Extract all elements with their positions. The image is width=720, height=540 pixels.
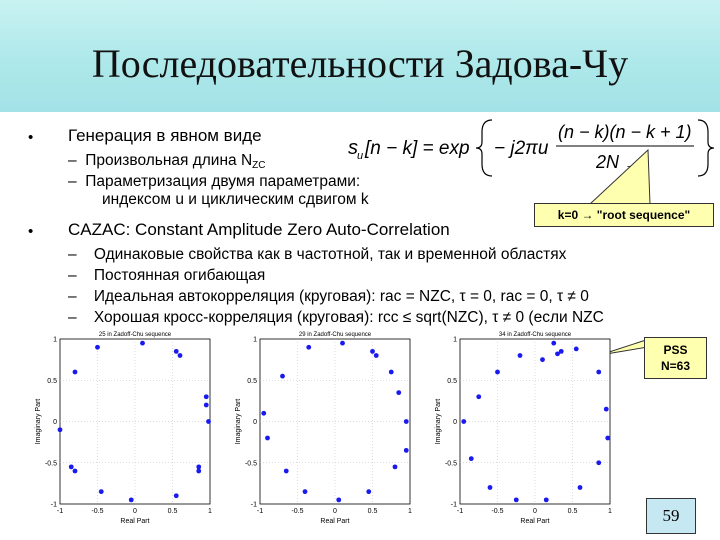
x-axis-label: Real Part [120,518,150,525]
data-point [596,460,601,465]
sub-bullet-crosscorr-text: Хорошая кросс-корреляция (круговая): rcc ≤ sqrt(NZC), τ ≠ 0 (если NZC [93,309,604,326]
data-point [404,419,409,424]
sub-bullet-autocorr: – Идеальная автокорреляция (круговая): rac = NZC, τ = 0, rac = 0, τ ≠ 0 [68,288,589,305]
formula-denominator: 2N [596,152,620,172]
data-point [204,394,209,399]
pss-callout [644,337,707,379]
y-tick-label: 0.5 [447,377,457,385]
y-tick-label: 0 [53,419,57,426]
data-point [303,489,308,494]
data-point [495,370,500,375]
sub-bullet-params-cont: индексом u и циклическим сдвигом k [102,191,369,208]
sub-bullet-autocorr-text: Идеальная автокорреляция (круговая): rac = NZC, τ = 0, rac = 0, τ ≠ 0 [93,288,589,305]
data-point [284,469,289,474]
y-tick-label: -0.5 [244,460,257,468]
data-point [129,497,134,502]
data-point [336,497,341,502]
data-point [366,489,371,494]
data-point [604,407,609,412]
data-point [574,347,579,352]
formula-lhs: s [348,137,358,159]
data-point [540,357,545,362]
data-point [488,485,493,490]
scatter-plot-1 [32,325,222,530]
x-tick-label: 1 [608,508,612,515]
sub-bullet-properties: – Одинаковые свойства как в частотной, так и временной областях [68,246,567,263]
data-point [605,436,610,441]
data-point [73,370,78,375]
data-point [396,390,401,395]
formula-lhs-sub: u [357,150,364,162]
x-tick-label: 0 [533,508,537,515]
data-point [178,353,183,358]
sub-bullet-length-text: Произвольная длина N [85,152,253,169]
data-point [196,469,201,474]
sub-bullet-crosscorr: – Хорошая кросс-корреляция (круговая): rcc ≤ sqrt(NZC), τ ≠ 0 (если NZC [68,309,604,326]
data-point [596,370,601,375]
formula-lhs-args: [n − k] = exp [365,138,470,159]
data-point [370,349,375,354]
data-point [58,427,63,432]
data-point [544,497,549,502]
y-tick-label: -1 [250,501,257,509]
y-axis-label: Imaginary Part [435,398,442,445]
x-tick-label: -1 [56,508,64,515]
pss-callout-line2: N=63 [660,359,691,373]
bullet-2-text: CAZAC: Constant Amplitude Zero Auto-Correlation [68,220,450,239]
y-tick-label: -1 [450,501,457,509]
x-tick-label: 0.5 [167,508,178,515]
plot-title: 25 in Zadoff-Chu sequence [98,332,172,338]
data-point [69,464,74,469]
data-point [469,456,474,461]
data-point [261,411,266,416]
x-tick-label: -0.5 [291,508,304,515]
x-tick-label: 0.5 [567,508,578,515]
data-point [73,469,78,474]
pss-callout-line1: PSS [663,343,688,357]
sub-bullet-length: – Произвольная длина $N_{ZC}$ [68,152,266,171]
data-point [518,353,523,358]
y-tick-label: 0 [453,419,457,426]
root-callout-pointer [590,150,650,204]
y-tick-label: -0.5 [444,460,457,468]
sub-bullet-envelope: – Постоянная огибающая [68,267,266,284]
y-axis-label: Imaginary Part [235,398,242,445]
x-tick-label: 1 [408,508,412,515]
data-point [95,345,100,350]
x-tick-label: -0.5 [91,508,104,515]
data-point [174,493,179,498]
formula-coef: − j2πu [494,138,549,159]
x-tick-label: 0 [133,508,137,515]
sub-bullet-envelope-text: Постоянная огибающая [93,267,266,284]
root-sequence-callout: k=0 → "root sequence" [534,203,714,227]
data-point [555,351,560,356]
sub-bullet-length-subscript: ZC [252,160,266,171]
scatter-plot-3 [432,325,622,530]
y-tick-label: 1 [253,336,257,344]
x-tick-label: -1 [256,508,264,515]
data-point [389,370,394,375]
x-tick-label: 0 [333,508,337,515]
x-axis-label: Real Part [320,518,350,525]
data-point [476,394,481,399]
bullet-1-text: Генерация в явном виде [68,126,262,145]
data-point [280,374,285,379]
data-point [374,353,379,358]
x-tick-label: 1 [208,508,212,515]
x-tick-label: 0.5 [367,508,378,515]
sub-bullet-properties-text: Одинаковые свойства как в частотной, так и временной областях [93,246,567,263]
data-point [404,448,409,453]
sub-bullet-params-text: Параметризация двумя параметрами: [85,173,361,190]
data-point [578,485,583,490]
data-point [551,341,556,346]
data-point [393,464,398,469]
y-tick-label: 1 [453,336,457,344]
data-point [206,419,211,424]
bullet-dot: • [28,223,34,240]
x-tick-label: -1 [456,508,464,515]
bullet-dot: • [28,129,34,146]
plot-title: 34 in Zadoff-Chu sequence [498,332,572,338]
data-point [306,345,311,350]
y-tick-label: -0.5 [44,460,57,468]
y-tick-label: 0.5 [47,377,57,385]
y-tick-label: 0.5 [247,377,257,385]
data-point [196,464,201,469]
y-tick-label: 0 [253,419,257,426]
y-axis-label: Imaginary Part [35,398,42,445]
data-point [514,497,519,502]
slide-title: Последовательности Задова-Чу [91,41,629,86]
data-point [140,341,145,346]
page-number: 59 [646,498,696,534]
y-tick-label: 1 [53,336,57,344]
scatter-plot-2 [232,325,422,530]
data-point [461,419,466,424]
data-point [99,489,104,494]
data-point [265,436,270,441]
data-point [340,341,345,346]
formula-numerator: (n − k)(n − k + 1) [558,122,692,142]
plot-title: 29 in Zadoff-Chu sequence [298,332,372,338]
x-tick-label: -0.5 [491,508,504,515]
y-tick-label: -1 [50,501,57,509]
data-point [174,349,179,354]
data-point [204,403,209,408]
sub-bullet-params: – Параметризация двумя параметрами: [68,173,361,190]
x-axis-label: Real Part [520,518,550,525]
